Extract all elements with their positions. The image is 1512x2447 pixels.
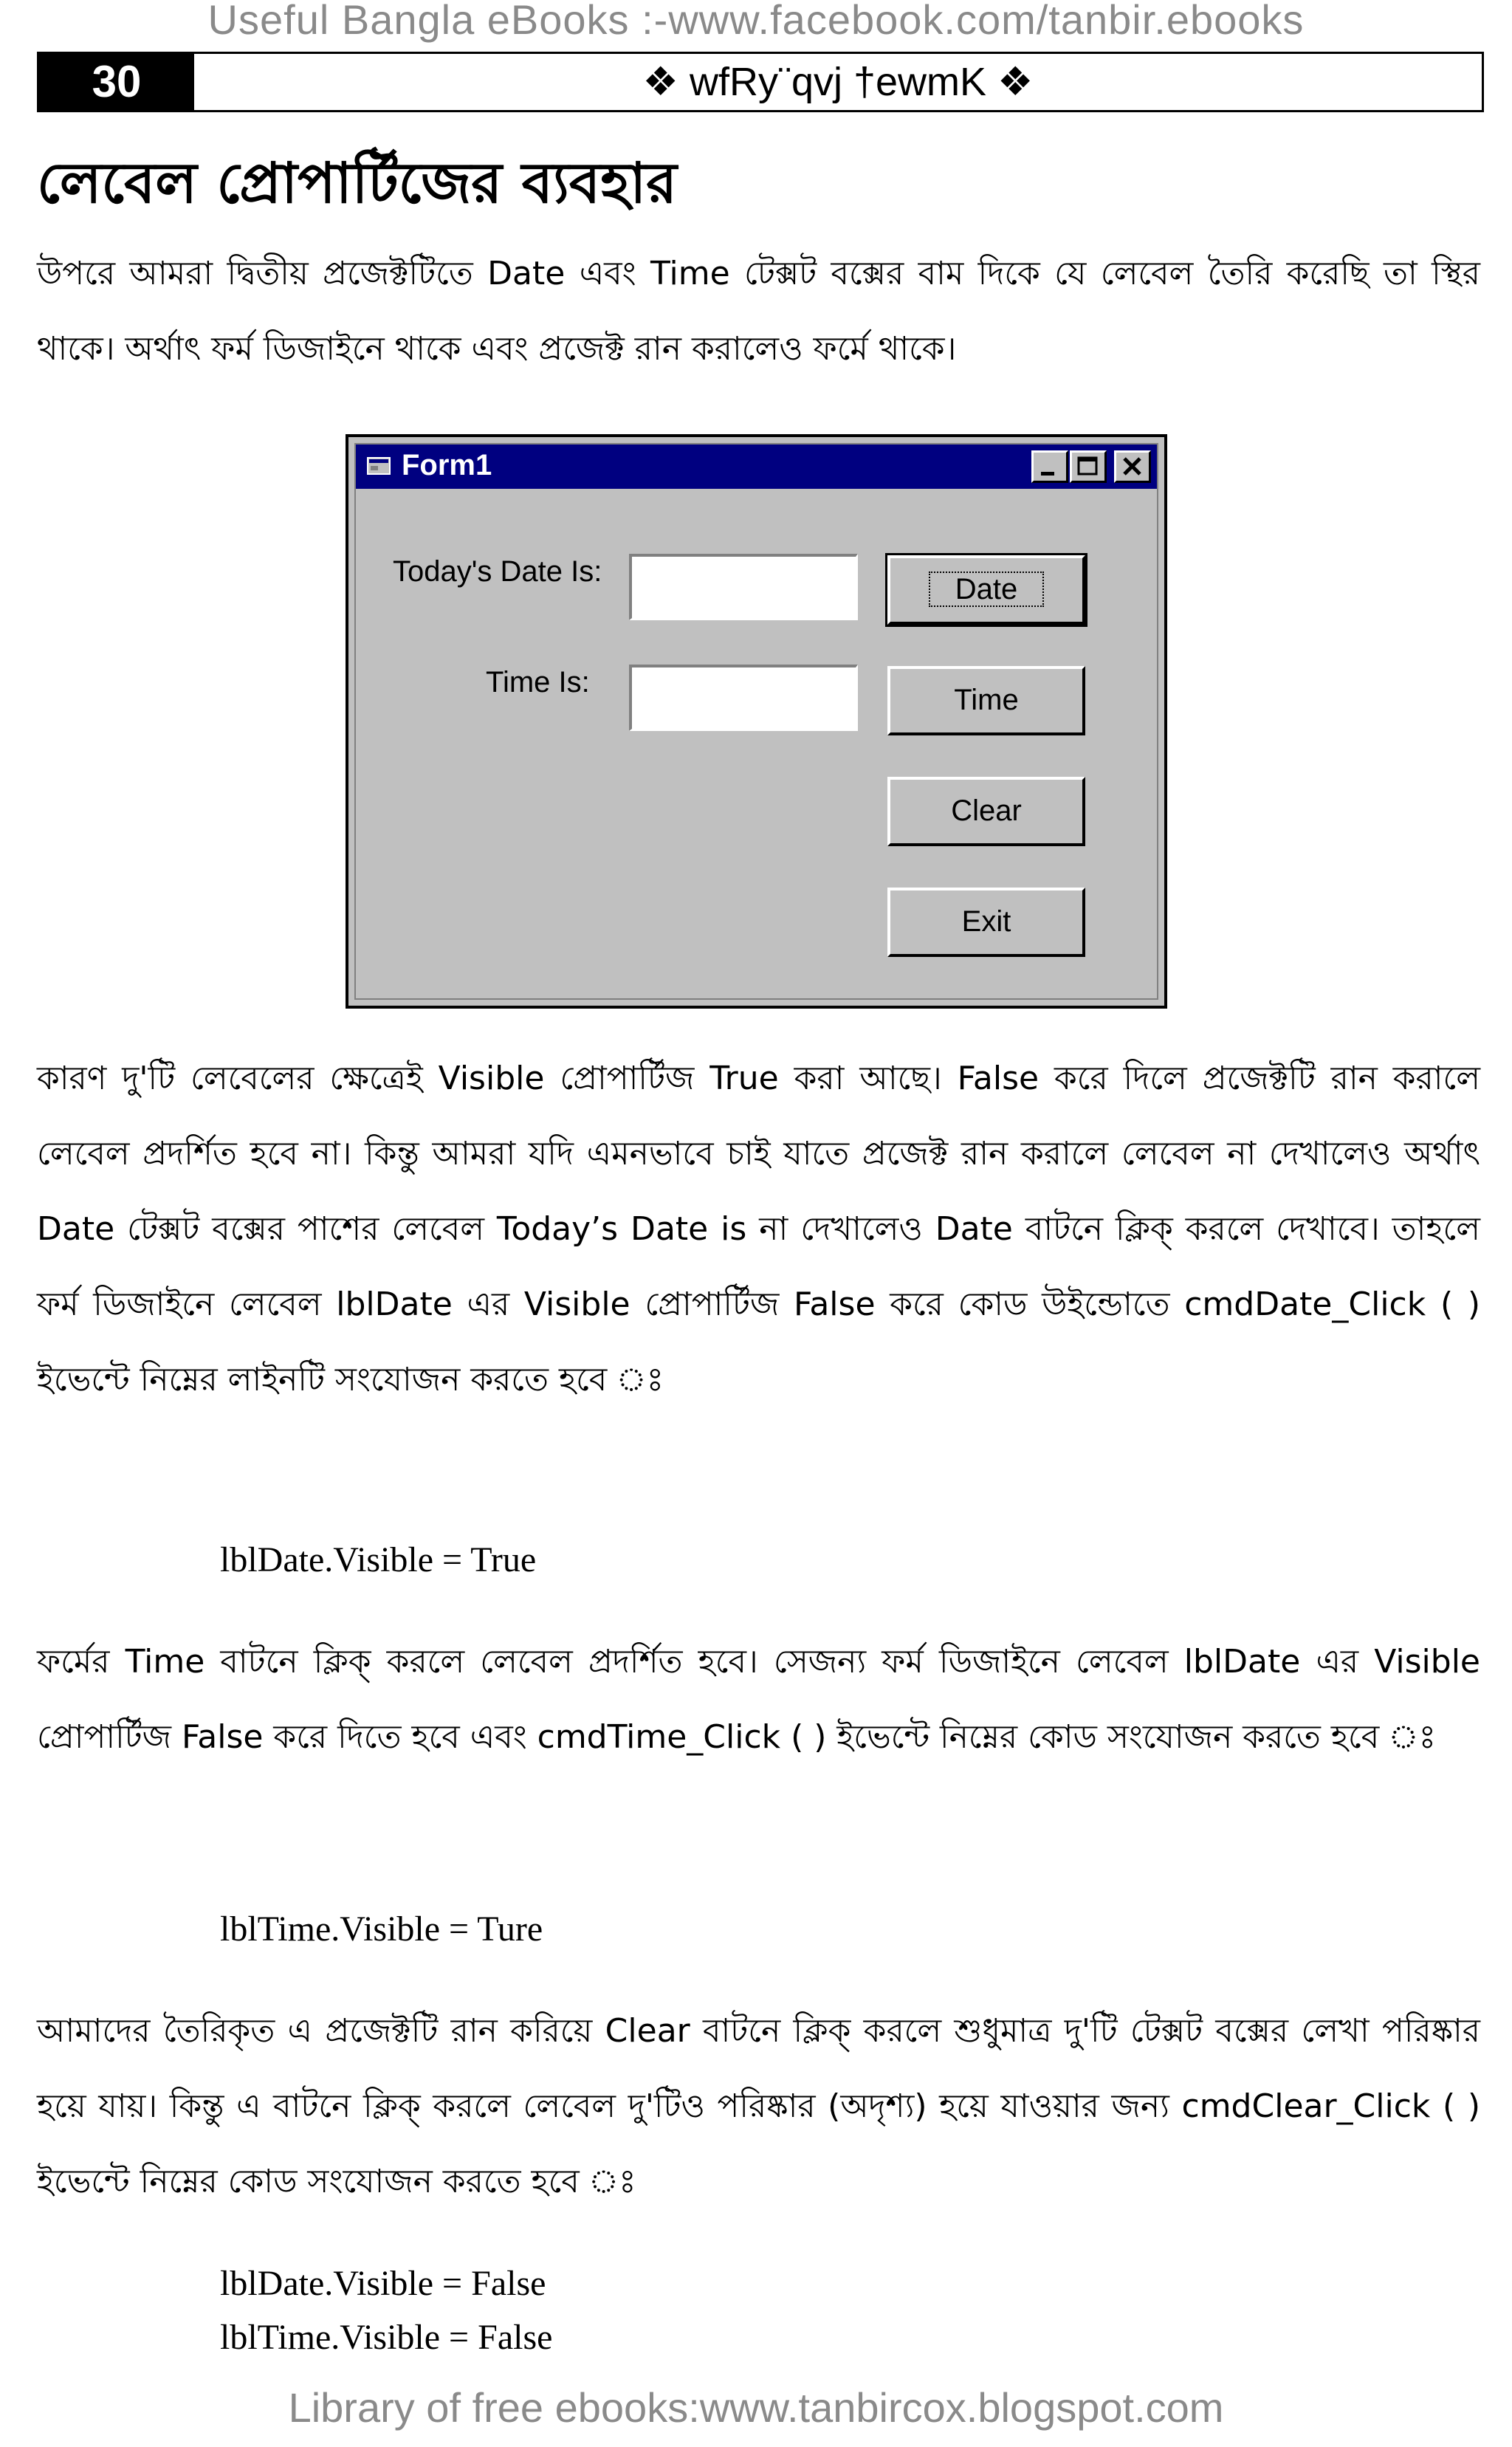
- date-label: Today's Date Is:: [393, 555, 602, 588]
- time-textbox[interactable]: [629, 665, 858, 731]
- code-line-2: lblTime.Visible = Ture: [220, 1909, 543, 1949]
- date-button[interactable]: [887, 555, 1085, 625]
- vb-form-window: [346, 434, 1167, 1009]
- time-button[interactable]: Time: [887, 666, 1085, 735]
- maximize-button[interactable]: [1070, 450, 1107, 483]
- close-icon: [1116, 453, 1149, 481]
- time-label: Time Is:: [486, 666, 590, 699]
- form-title: Form1: [402, 449, 492, 481]
- paragraph-3: ফর্মের Time বাটনে ক্লিক্ করলে লেবেল প্রদর্শিত হবে। সেজন্য ফর্ম ডিজাইনে লেবেল lblDate এর Visible প্রোপার্টিজ False করে দিতে হবে এবং cmdTime_Click ( ) ইভেন্টে নিম্নের কোড সংযোজন করতে হবে ঃ: [37, 1643, 1480, 1756]
- watermark-top: Useful Bangla eBooks :-www.facebook.com/tanbir.ebooks: [207, 0, 1305, 43]
- code-line-3: lblDate.Visible = False: [220, 2264, 546, 2303]
- watermark-bottom: Library of free ebooks:www.tanbircox.blogspot.com: [288, 2384, 1224, 2431]
- code-line-4: lblTime.Visible = False: [220, 2318, 553, 2357]
- page-header: [37, 52, 1484, 112]
- date-textbox[interactable]: [629, 554, 858, 620]
- form-titlebar: [356, 445, 1157, 489]
- minimize-icon: [1034, 453, 1066, 481]
- paragraph-4: আমাদের তৈরিকৃত এ প্রজেক্টটি রান করিয়ে Clear বাটনে ক্লিক্ করলে শুধুমাত্র দু'টি টেক্সট বক্সের লেখা পরিষ্কার হয়ে যায়। কিন্তু এ বাটনে ক্লিক্ করলে লেবেল দু'টিও পরিষ্কার (অদৃশ্য) হয়ে যাওয়ার জন্য cmdClear_Click ( ) ইভেন্টে নিম্নের কোড সংযোজন করতে হবে ঃ: [37, 2012, 1480, 2200]
- paragraph-1: উপরে আমরা দ্বিতীয় প্রজেক্টটিতে Date এবং Time টেক্সট বক্সের বাম দিকে যে লেবেল তৈরি করেছি তা স্থির থাকে। অর্থাৎ ফর্ম ডিজাইনে থাকে এবং প্রজেক্ট রান করালেও ফর্মে থাকে।: [37, 255, 1480, 368]
- section-title: লেবেল প্রোপার্টিজের ব্যবহার: [37, 150, 677, 216]
- running-head: ❖ wfRy¨qvj †ewmK ❖: [642, 60, 1034, 104]
- code-line-1: lblDate.Visible = True: [220, 1540, 537, 1579]
- form-body: [354, 443, 1158, 1000]
- close-button[interactable]: [1114, 450, 1151, 483]
- page-number: 30: [39, 54, 194, 110]
- exit-button[interactable]: Exit: [887, 888, 1085, 957]
- clear-button[interactable]: Clear: [887, 777, 1085, 846]
- form-icon: [366, 455, 393, 477]
- paragraph-2: কারণ দু'টি লেবেলের ক্ষেত্রেই Visible প্রোপার্টিজ True করা আছে। False করে দিলে প্রজেক্টটি রান করালে লেবেল প্রদর্শিত হবে না। কিন্তু আমরা যদি এমনভাবে চাই যাতে প্রজেক্ট রান করালে লেবেল না দেখালেও অর্থাৎ Date টেক্সট বক্সের পাশের লেবেল Today’s Date is না দেখালেও Date বাটনে ক্লিক্ করলে দেখাবে। তাহলে ফর্ম ডিজাইনে লেবেল lblDate এর Visible প্রোপার্টিজ False করে কোড উইন্ডোতে cmdDate_Click ( ) ইভেন্টে নিম্নের লাইনটি সংযোজন করতে হবে ঃ: [37, 1060, 1480, 1398]
- minimize-button[interactable]: [1031, 450, 1068, 483]
- maximize-icon: [1072, 453, 1104, 481]
- date-button-label: Date: [929, 572, 1045, 607]
